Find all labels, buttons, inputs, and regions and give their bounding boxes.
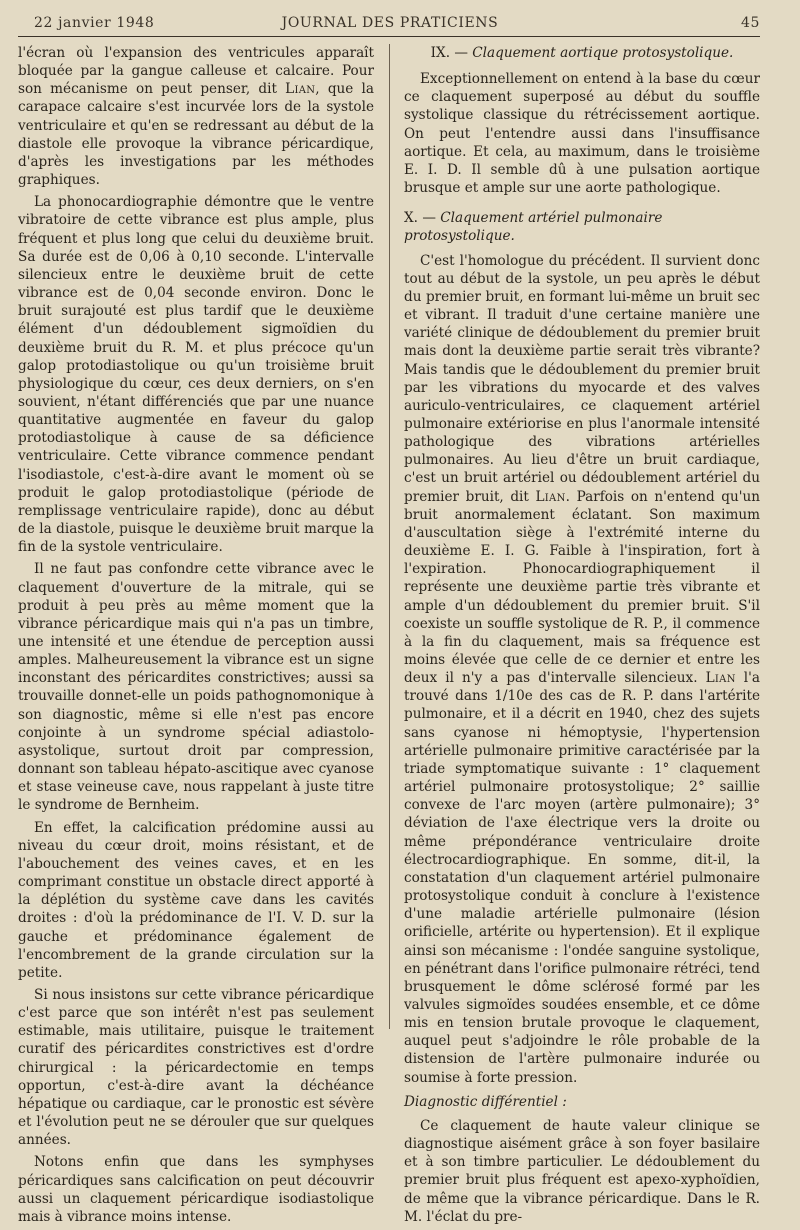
paragraph: La phonocardiographie démontre que le ventre vibratoire de cette vibrance est plus ample, plus fréquent et plus long que celui du deuxième bruit. Sa durée est de 0,06 à 0,10 seconde. L'intervalle silencieux entre le deuxième bruit de cette vibrance est de 0,04 seconde environ. Donc le bruit surajouté est plus tardif que le deuxième élément d'un dédoublement sigmoïdien du deuxième bruit du R. M. et plus précoce qu'un galop protodiastolique ou qu'un troisième bruit physiologique du cœur, ces deux derniers, on s'en souvient, n'étant différenciés que par une nuance quantitative augmentée en faveur du galop protodiastolique à cause de sa déficience ventriculaire. Cette vibrance commence pendant l'isodiastole, c'est-à-dire avant le moment où se produit le galop protodiastolique (période de remplissage ventriculaire rapide), donc au début de la diastole, puisque le deuxième bruit marque la fin de la systole ventriculaire.	[18, 194, 374, 556]
article-body	[18, 44, 761, 1225]
author-name: Lian	[285, 81, 316, 98]
paragraph: C'est l'homologue du précédent. Il survient donc tout au début de la systole, un peu après le début du premier bruit, en formant lui-même un bruit sec et vibrant. Il traduit d'une certaine manière une variété clinique de dédoublement du premier bruit mais dont la deuxième partie serait très vibrante? Mais tandis que le dédoublement du premier bruit par les vibrations du myocarde et des valves auriculo-ventriculaires, ce claquement artériel pulmonaire extériorise en plus l'anormale intensité pathologique des vibrations artérielles pulmonaires. Au lieu d'être un bruit cardiaque, c'est un bruit artériel ou dédoublement artériel du premier bruit, dit Lian. Parfois on n'entend qu'un bruit anormalement éclatant. Son maximum d'auscultation siège à l'extrémité interne du deuxième E. I. G. Faible à l'inspiration, fort à l'expiration. Phonocardiographiquement il représente une deuxième partie très vibrante et ample d'un dédoublement du premier bruit. S'il coexiste un souffle systolique de R. P., il commence à la fin du claquement, mais sa fréquence est moins élevée que celle de ce dernier et entre les deux il n'y a pas d'intervalle silencieux. Lian l'a trouvé dans 1/10e des cas de R. P. dans l'artérite pulmonaire, et il a décrit en 1940, chez des sujets sans cyanose ni hémoptysie, l'hypertension artérielle pulmonaire primitive caractérisée par la triade symptomatique suivante : 1° claquement artériel pulmonaire protosystolique; 2° saillie convexe de l'arc moyen (artère pulmonaire); 3° déviation de l'axe électrique vers la droite ou même prépondérance ventriculaire droite électrocardiographique. En somme, dit-il, la constatation d'un claquement artériel pulmonaire protosystolique conduit à conclure à l'existence d'une maladie artérielle pulmonaire (lésion orificielle, artérite ou hypertension). Et il explique ainsi son mécanisme : l'ondée sanguine systolique, en pénétrant dans l'orifice pulmonaire rétréci, tend brusquement le dôme sclérosé formé par les valvules sigmoïdes soudées ensemble, et ce dôme mis en tension brutale provoque le claquement, auquel peut s'adjoindre le rôle probable de la distension de l'artère pulmonaire indurée ou soumise à forte pression.	[404, 252, 761, 1086]
paragraph: Exceptionnellement on entend à la base du cœur ce claquement superposé au début du souffle systolique classique du rétrécissement aortique. On peut l'entendre aussi dans l'insuffisance aortique. Et cela, au maximum, dans le troisième E. I. D. Il semble dû à une pulsation aortique brusque et ample sur une aorte pathologique.	[404, 71, 760, 197]
paragraph: Si nous insistons sur cette vibrance péricardique c'est parce que son intérêt n'est pas seulement estimable, mais utilitaire, puisque le traitement curatif des péricardites constrictives est d'ordre chirurgical : la péricardectomie en temps opportun, c'est-à-dire avant la déchéance hépatique ou cardiaque, car le pronostic est sévère et l'évolution peut ne se dérouler que sur quelques années.	[18, 986, 374, 1149]
journal-title: JOURNAL DES PRATICIENS	[281, 15, 499, 31]
header-rule	[18, 36, 760, 37]
author-name: Lian	[705, 670, 736, 687]
subsection-heading: Diagnostic différentiel :	[404, 1093, 567, 1110]
paragraph: En effet, la calcification prédomine aussi au niveau du cœur droit, moins résistant, et de l'abouchement des veines caves, et en les comprimant constitue un obstacle direct apporté à la déplétion du système cave dans les cavités droites : d'où la prédominance de l'I. V. D. sur la gauche et prédominance également de l'encombrement de la grande circulation sur la petite.	[18, 819, 374, 981]
running-header	[20, 12, 760, 34]
section-heading: IX. — Claquement aortique protosystolique.	[430, 45, 734, 61]
right-column	[404, 44, 760, 1230]
paragraph: Notons enfin que dans les symphyses péricardiques sans calcification on peut découvrir aussi un claquement péricardique isodiastolique mais à vibrance moins intense.	[18, 1154, 374, 1225]
column-divider	[389, 44, 390, 1029]
author-name: Lian	[535, 488, 566, 505]
paragraph: Ce claquement de haute valeur clinique se diagnostique aisément grâce à son foyer basilaire et à son timbre particulier. Le dédoublement du premier bruit plus fréquent est apexo-xyphoïdien, de même que la vibrance péricardique. Dans le R. M. l'éclat du pre-	[404, 1117, 760, 1225]
page-number: 45	[740, 15, 760, 31]
paragraph: l'écran où l'expansion des ventricules apparaît bloquée par la gangue calleuse et calcaire. Pour son mécanisme on peut penser, dit Lian, que la carapace calcaire s'est incurvée lors de la systole ventriculaire et qu'en se redressant au début de la diastole elle provoque la vibrance péricardique, d'après les investigations par les méthodes graphiques.	[18, 45, 374, 189]
issue-date: 22 janvier 1948	[34, 15, 155, 31]
paragraph: Il ne faut pas confondre cette vibrance avec le claquement d'ouverture de la mitrale, qui se produit à peu près au même moment que la vibrance péricardique mais qui n'a pas un timbre, une intensité et une étendue de perception aussi amples. Malheureusement la vibrance est un signe inconstant des péricardites constrictives; aussi sa trouvaille donnet-elle un poids pathognomonique à son diagnostic, même si elle n'est pas encore conjointe à un syndrome spécial adiastolo-asystolique, surtout droit par compression, donnant son tableau hépato-ascitique avec cyanose et stase veineuse cave, nous rappelant à juste titre le syndrome de Bernheim.	[18, 561, 374, 814]
section-heading: X. — Claquement artériel pulmonaire protosystolique.	[404, 210, 663, 245]
left-column	[18, 44, 374, 1230]
